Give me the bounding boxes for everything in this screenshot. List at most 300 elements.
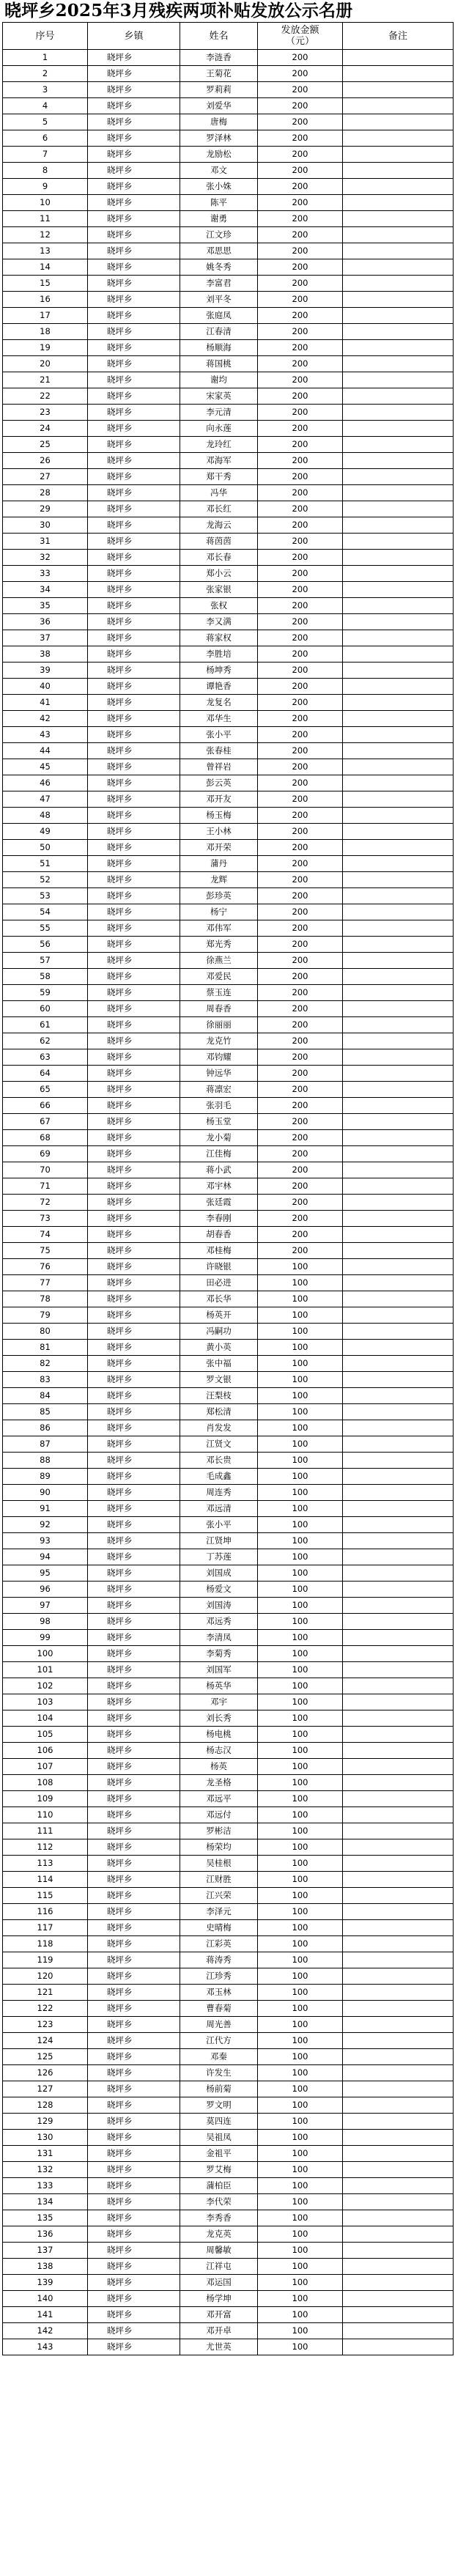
- row-amount: 100: [258, 1324, 343, 1340]
- row-town: 晓坪乡: [88, 2210, 180, 2226]
- row-no: 17: [3, 308, 88, 324]
- row-no: 71: [3, 1178, 88, 1195]
- row-town: 晓坪乡: [88, 2323, 180, 2339]
- table-row: [3, 856, 454, 872]
- table-row: [3, 1146, 454, 1162]
- row-no: 12: [3, 227, 88, 243]
- row-name: 龙辉: [180, 872, 258, 888]
- row-no: 34: [3, 582, 88, 598]
- row-note: [343, 888, 454, 904]
- table-row: [3, 2339, 454, 2355]
- row-no: 35: [3, 598, 88, 614]
- row-name: 李春刚: [180, 1211, 258, 1227]
- table-row: [3, 179, 454, 195]
- row-no: 79: [3, 1307, 88, 1324]
- row-amount: 200: [258, 534, 343, 550]
- row-note: [343, 1485, 454, 1501]
- table-row: [3, 1098, 454, 1114]
- row-name: 张小平: [180, 1517, 258, 1533]
- row-no: 134: [3, 2194, 88, 2210]
- row-no: 118: [3, 1936, 88, 1952]
- row-note: [343, 1130, 454, 1146]
- row-town: 晓坪乡: [88, 485, 180, 501]
- row-note: [343, 2275, 454, 2291]
- row-amount: 100: [258, 1856, 343, 1872]
- row-town: 晓坪乡: [88, 695, 180, 711]
- table-row: [3, 743, 454, 759]
- row-amount: 100: [258, 2049, 343, 2065]
- row-no: 29: [3, 501, 88, 517]
- row-amount: 100: [258, 1872, 343, 1888]
- row-town: 晓坪乡: [88, 1485, 180, 1501]
- row-town: 晓坪乡: [88, 2291, 180, 2307]
- row-name: 张权: [180, 598, 258, 614]
- row-no: 87: [3, 1436, 88, 1453]
- row-note: [343, 2097, 454, 2114]
- row-note: [343, 1759, 454, 1775]
- row-town: 晓坪乡: [88, 2081, 180, 2097]
- row-amount: 100: [258, 2097, 343, 2114]
- row-town: 晓坪乡: [88, 1324, 180, 1340]
- table-row: [3, 1324, 454, 1340]
- row-name: 张家银: [180, 582, 258, 598]
- row-note: [343, 598, 454, 614]
- row-amount: 200: [258, 1227, 343, 1243]
- row-name: 罗泽林: [180, 130, 258, 147]
- row-note: [343, 1743, 454, 1759]
- table-row: [3, 453, 454, 469]
- row-no: 76: [3, 1259, 88, 1275]
- row-name: 陈平: [180, 195, 258, 211]
- row-name: 蒋国桃: [180, 356, 258, 372]
- row-note: [343, 1614, 454, 1630]
- row-town: 晓坪乡: [88, 1372, 180, 1388]
- row-no: 22: [3, 388, 88, 405]
- table-row: [3, 1453, 454, 1469]
- row-name: 江春清: [180, 324, 258, 340]
- row-note: [343, 2081, 454, 2097]
- row-town: 晓坪乡: [88, 1436, 180, 1453]
- row-note: [343, 2259, 454, 2275]
- row-name: 罗莉莉: [180, 82, 258, 98]
- row-name: 刘国涛: [180, 1598, 258, 1614]
- row-no: 73: [3, 1211, 88, 1227]
- row-note: [343, 808, 454, 824]
- row-no: 122: [3, 2001, 88, 2017]
- row-no: 120: [3, 1968, 88, 1985]
- table-row: [3, 1582, 454, 1598]
- row-no: 108: [3, 1775, 88, 1791]
- row-note: [343, 630, 454, 646]
- row-amount: 100: [258, 2017, 343, 2033]
- row-name: 尤世英: [180, 2339, 258, 2355]
- table-row: [3, 1178, 454, 1195]
- row-town: 晓坪乡: [88, 904, 180, 920]
- row-name: 徐燕兰: [180, 953, 258, 969]
- row-no: 57: [3, 953, 88, 969]
- row-name: 姚冬秀: [180, 259, 258, 276]
- table-row: [3, 195, 454, 211]
- row-note: [343, 1033, 454, 1049]
- row-amount: 200: [258, 1098, 343, 1114]
- row-town: 晓坪乡: [88, 405, 180, 421]
- row-name: 许晓银: [180, 1259, 258, 1275]
- table-row: [3, 501, 454, 517]
- row-no: 69: [3, 1146, 88, 1162]
- row-note: [343, 920, 454, 937]
- row-name: 毛成鑫: [180, 1469, 258, 1485]
- row-note: [343, 1791, 454, 1807]
- table-row: [3, 1372, 454, 1388]
- row-no: 89: [3, 1469, 88, 1485]
- row-name: 莫四连: [180, 2114, 258, 2130]
- row-note: [343, 372, 454, 388]
- table-row: [3, 2001, 454, 2017]
- row-name: 杨前菊: [180, 2081, 258, 2097]
- row-town: 晓坪乡: [88, 775, 180, 791]
- row-name: 刘长秀: [180, 1710, 258, 1727]
- row-amount: 200: [258, 453, 343, 469]
- row-note: [343, 2291, 454, 2307]
- row-name: 冯嗣功: [180, 1324, 258, 1340]
- row-town: 晓坪乡: [88, 1098, 180, 1114]
- row-name: 邓爱民: [180, 969, 258, 985]
- row-town: 晓坪乡: [88, 130, 180, 147]
- row-town: 晓坪乡: [88, 82, 180, 98]
- row-amount: 200: [258, 985, 343, 1001]
- row-town: 晓坪乡: [88, 1114, 180, 1130]
- row-no: 99: [3, 1630, 88, 1646]
- row-name: 邓远付: [180, 1807, 258, 1823]
- row-no: 38: [3, 646, 88, 663]
- row-note: [343, 1565, 454, 1582]
- row-name: 谭艳香: [180, 679, 258, 695]
- row-note: [343, 2114, 454, 2130]
- row-town: 晓坪乡: [88, 259, 180, 276]
- row-town: 晓坪乡: [88, 2065, 180, 2081]
- row-amount: 100: [258, 1275, 343, 1291]
- row-note: [343, 2339, 454, 2355]
- row-note: [343, 1968, 454, 1985]
- table-row: [3, 1904, 454, 1920]
- row-name: 张小平: [180, 727, 258, 743]
- row-town: 晓坪乡: [88, 1469, 180, 1485]
- row-note: [343, 663, 454, 679]
- row-name: 谢勇: [180, 211, 258, 227]
- row-no: 102: [3, 1678, 88, 1694]
- row-note: [343, 1453, 454, 1469]
- header-town: 乡镇: [88, 23, 180, 50]
- row-no: 62: [3, 1033, 88, 1049]
- row-town: 晓坪乡: [88, 2001, 180, 2017]
- row-amount: 100: [258, 2146, 343, 2162]
- table-row: [3, 1340, 454, 1356]
- table-row: [3, 2017, 454, 2033]
- table-row: [3, 888, 454, 904]
- row-town: 晓坪乡: [88, 1985, 180, 2001]
- row-note: [343, 1291, 454, 1307]
- row-town: 晓坪乡: [88, 2146, 180, 2162]
- row-amount: 100: [258, 1404, 343, 1420]
- table-row: [3, 130, 454, 147]
- table-row: [3, 1678, 454, 1694]
- row-amount: 200: [258, 259, 343, 276]
- row-note: [343, 1388, 454, 1404]
- row-note: [343, 259, 454, 276]
- row-no: 132: [3, 2162, 88, 2178]
- row-amount: 200: [258, 1146, 343, 1162]
- row-name: 许发生: [180, 2065, 258, 2081]
- table-row: [3, 969, 454, 985]
- row-no: 41: [3, 695, 88, 711]
- row-amount: 200: [258, 937, 343, 953]
- table-row: [3, 1565, 454, 1582]
- table-row: [3, 1662, 454, 1678]
- table-row: [3, 2033, 454, 2049]
- row-amount: 200: [258, 227, 343, 243]
- table-row: [3, 517, 454, 534]
- row-note: [343, 1404, 454, 1420]
- row-amount: 200: [258, 98, 343, 114]
- row-name: 邓钧耀: [180, 1049, 258, 1066]
- row-name: 郑干秀: [180, 469, 258, 485]
- row-amount: 100: [258, 2194, 343, 2210]
- row-amount: 100: [258, 1775, 343, 1791]
- row-no: 136: [3, 2226, 88, 2243]
- row-no: 18: [3, 324, 88, 340]
- row-note: [343, 1501, 454, 1517]
- row-no: 107: [3, 1759, 88, 1775]
- row-amount: 200: [258, 711, 343, 727]
- row-note: [343, 1227, 454, 1243]
- document-title: 晓坪乡2025年3月残疾两项补贴发放公示名册: [4, 1, 353, 21]
- row-note: [343, 2033, 454, 2049]
- row-note: [343, 2307, 454, 2323]
- row-amount: 200: [258, 920, 343, 937]
- row-name: 彭珍英: [180, 888, 258, 904]
- row-no: 140: [3, 2291, 88, 2307]
- row-name: 周馨敏: [180, 2243, 258, 2259]
- row-town: 晓坪乡: [88, 517, 180, 534]
- row-name: 杨爱文: [180, 1582, 258, 1598]
- table-row: [3, 630, 454, 646]
- row-town: 晓坪乡: [88, 1001, 180, 1017]
- row-no: 110: [3, 1807, 88, 1823]
- row-note: [343, 308, 454, 324]
- row-name: 郑松清: [180, 1404, 258, 1420]
- row-name: 李胜培: [180, 646, 258, 663]
- row-amount: 200: [258, 727, 343, 743]
- row-name: 谢均: [180, 372, 258, 388]
- row-name: 邓运国: [180, 2275, 258, 2291]
- header-amount-line1: 发放金额: [281, 25, 319, 36]
- row-town: 晓坪乡: [88, 985, 180, 1001]
- row-note: [343, 356, 454, 372]
- row-no: 42: [3, 711, 88, 727]
- row-amount: 200: [258, 1033, 343, 1049]
- row-town: 晓坪乡: [88, 1839, 180, 1856]
- row-name: 王小林: [180, 824, 258, 840]
- table-row: [3, 2210, 454, 2226]
- row-note: [343, 1823, 454, 1839]
- row-amount: 200: [258, 1082, 343, 1098]
- row-town: 晓坪乡: [88, 1259, 180, 1275]
- header-note: 备注: [343, 23, 454, 50]
- row-note: [343, 1662, 454, 1678]
- row-note: [343, 1856, 454, 1872]
- row-town: 晓坪乡: [88, 388, 180, 405]
- row-no: 54: [3, 904, 88, 920]
- table-row: [3, 1049, 454, 1066]
- row-town: 晓坪乡: [88, 824, 180, 840]
- row-no: 83: [3, 1372, 88, 1388]
- row-no: 100: [3, 1646, 88, 1662]
- header-name: 姓名: [180, 23, 258, 50]
- row-town: 晓坪乡: [88, 308, 180, 324]
- row-amount: 100: [258, 2339, 343, 2355]
- row-note: [343, 1807, 454, 1823]
- row-amount: 200: [258, 582, 343, 598]
- row-amount: 100: [258, 1791, 343, 1807]
- row-name: 江兴荣: [180, 1888, 258, 1904]
- table-row: [3, 2178, 454, 2194]
- row-no: 37: [3, 630, 88, 646]
- row-note: [343, 2065, 454, 2081]
- row-no: 94: [3, 1549, 88, 1565]
- row-note: [343, 1469, 454, 1485]
- row-name: 杨顺海: [180, 340, 258, 356]
- table-row: [3, 1001, 454, 1017]
- row-no: 7: [3, 147, 88, 163]
- row-note: [343, 114, 454, 130]
- table-row: [3, 2275, 454, 2291]
- row-amount: 200: [258, 550, 343, 566]
- row-note: [343, 1436, 454, 1453]
- row-town: 晓坪乡: [88, 1775, 180, 1791]
- row-amount: 200: [258, 66, 343, 82]
- row-name: 杨英开: [180, 1307, 258, 1324]
- row-no: 66: [3, 1098, 88, 1114]
- row-name: 邓伟军: [180, 920, 258, 937]
- row-no: 88: [3, 1453, 88, 1469]
- row-amount: 200: [258, 743, 343, 759]
- row-name: 邓开荣: [180, 840, 258, 856]
- row-town: 晓坪乡: [88, 1049, 180, 1066]
- row-no: 72: [3, 1195, 88, 1211]
- row-name: 张庭凤: [180, 308, 258, 324]
- table-row: [3, 904, 454, 920]
- row-note: [343, 1420, 454, 1436]
- row-name: 吴祖凤: [180, 2130, 258, 2146]
- row-name: 杨玉堂: [180, 1114, 258, 1130]
- row-town: 晓坪乡: [88, 2178, 180, 2194]
- row-town: 晓坪乡: [88, 808, 180, 824]
- row-amount: 100: [258, 1985, 343, 2001]
- row-name: 蔡玉连: [180, 985, 258, 1001]
- row-amount: 100: [258, 1291, 343, 1307]
- row-name: 龙海云: [180, 517, 258, 534]
- row-name: 史晴梅: [180, 1920, 258, 1936]
- table-row: [3, 679, 454, 695]
- row-name: 张小姝: [180, 179, 258, 195]
- row-town: 晓坪乡: [88, 227, 180, 243]
- row-town: 晓坪乡: [88, 953, 180, 969]
- row-name: 杨学坤: [180, 2291, 258, 2307]
- row-name: 龙复名: [180, 695, 258, 711]
- row-town: 晓坪乡: [88, 2049, 180, 2065]
- row-no: 106: [3, 1743, 88, 1759]
- row-name: 蒋小武: [180, 1162, 258, 1178]
- row-no: 135: [3, 2210, 88, 2226]
- row-no: 70: [3, 1162, 88, 1178]
- row-no: 117: [3, 1920, 88, 1936]
- row-amount: 100: [258, 1807, 343, 1823]
- table-row: [3, 840, 454, 856]
- row-name: 江代方: [180, 2033, 258, 2049]
- row-no: 109: [3, 1791, 88, 1807]
- row-note: [343, 550, 454, 566]
- row-name: 胡春香: [180, 1227, 258, 1243]
- row-no: 33: [3, 566, 88, 582]
- row-amount: 200: [258, 840, 343, 856]
- row-amount: 200: [258, 872, 343, 888]
- row-no: 47: [3, 791, 88, 808]
- row-town: 晓坪乡: [88, 2114, 180, 2130]
- row-town: 晓坪乡: [88, 1130, 180, 1146]
- row-name: 张中福: [180, 1356, 258, 1372]
- row-town: 晓坪乡: [88, 1694, 180, 1710]
- row-no: 95: [3, 1565, 88, 1582]
- row-no: 61: [3, 1017, 88, 1033]
- row-amount: 200: [258, 969, 343, 985]
- row-amount: 100: [258, 1904, 343, 1920]
- row-town: 晓坪乡: [88, 1453, 180, 1469]
- row-town: 晓坪乡: [88, 1678, 180, 1694]
- row-note: [343, 937, 454, 953]
- row-no: 10: [3, 195, 88, 211]
- row-no: 1: [3, 50, 88, 66]
- row-name: 郑光秀: [180, 937, 258, 953]
- row-no: 16: [3, 292, 88, 308]
- row-no: 32: [3, 550, 88, 566]
- row-note: [343, 1727, 454, 1743]
- row-amount: 200: [258, 824, 343, 840]
- table-row: [3, 1436, 454, 1453]
- row-note: [343, 582, 454, 598]
- table-row: [3, 1243, 454, 1259]
- row-amount: 100: [258, 1936, 343, 1952]
- row-no: 60: [3, 1001, 88, 1017]
- row-amount: 100: [258, 2065, 343, 2081]
- row-no: 80: [3, 1324, 88, 1340]
- table-row: [3, 1823, 454, 1839]
- row-amount: 200: [258, 356, 343, 372]
- row-name: 郑小云: [180, 566, 258, 582]
- row-town: 晓坪乡: [88, 1356, 180, 1372]
- row-no: 113: [3, 1856, 88, 1872]
- table-row: [3, 614, 454, 630]
- table-row: [3, 421, 454, 437]
- row-note: [343, 711, 454, 727]
- row-no: 14: [3, 259, 88, 276]
- row-note: [343, 1549, 454, 1565]
- row-no: 26: [3, 453, 88, 469]
- row-no: 101: [3, 1662, 88, 1678]
- row-town: 晓坪乡: [88, 1275, 180, 1291]
- row-no: 8: [3, 163, 88, 179]
- row-name: 蒲丹: [180, 856, 258, 872]
- row-note: [343, 1178, 454, 1195]
